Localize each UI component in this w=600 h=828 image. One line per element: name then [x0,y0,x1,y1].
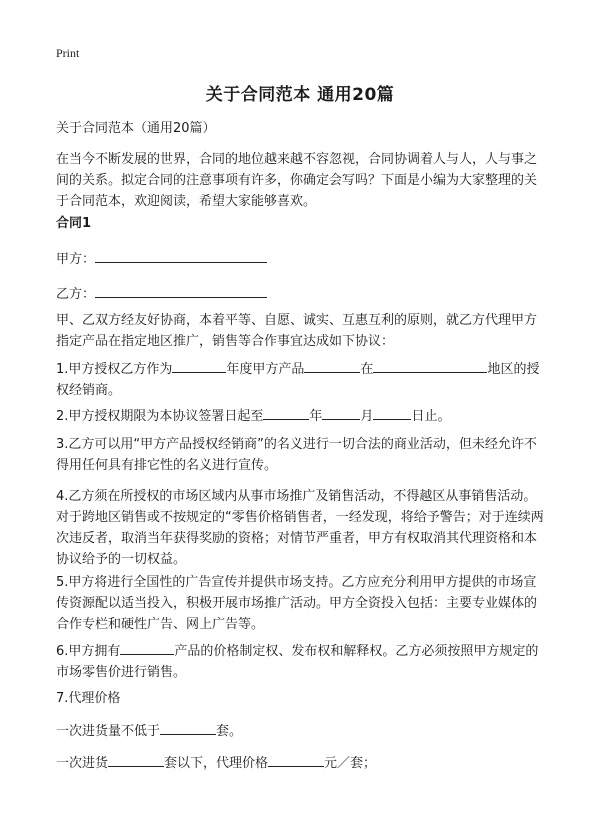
clause-7-line-1-text-a: 一次进货量不低于 [56,724,161,739]
clause-7-line-2 [56,752,548,774]
clause-2-text-c: 月 [360,409,374,424]
clause-6-text-b: 产品的价格制定权、发布权和解释权。乙方必须按照甲方规定的市场零售价进行销售。 [56,644,539,680]
clause-4: 4.乙方须在所授权的市场区域内从事市场推广及销售活动，不得越区从事销售活动。对于跨地区销售或不按规定的“零售价格销售者，一经发现，将给予警告；对于连续两次违反者，取消当年获得奖励的资格；对情节严重者，甲方有权取消其代理资格和本协议给予的一切权益。 [56,489,544,567]
intro-paragraph: 在当今不断发展的世界，合同的地位越来越不容忽视，合同协调着人与人，人与事之间的关系。拟定合同的注意事项有许多，你确定会写吗？下面是小编为大家整理的关于合同范本，欢迎阅读，希望大家能够喜欢。 [56,152,538,209]
clause-7-quantity-blank [160,720,216,735]
clause-1 [56,358,548,401]
document-title: 关于合同范本 通用20篇 [205,85,395,105]
clause-2-text-b: 年 [309,409,323,424]
clause-2 [56,405,548,427]
clause-1-text-d: 地区的授权经销商。 [56,362,540,398]
clause-2-year-blank [263,405,309,420]
clause-2-month-blank [322,405,360,420]
document-subtitle: 关于合同范本（通用20篇） [56,121,216,136]
clause-1-product-blank [304,358,360,373]
party-b-label: 乙方： [56,287,96,302]
clause-6-text-a: 6.甲方拥有 [56,644,121,659]
clause-7-line-1-text-b: 套。 [216,724,243,739]
party-b-line [56,283,548,305]
party-a-blank [95,248,267,263]
clause-7-price-blank [268,752,324,767]
clause-7-sets-blank [108,752,164,767]
clause-7-line-2-text-b: 套以下，代理价格 [164,756,269,771]
clause-3: 3.乙方可以用“甲方产品授权经销商”的名义进行一切合法的商业活动，但未经允许不得用任何具有排它性的名义进行宣传。 [56,437,537,473]
clause-1-year-blank [172,358,226,373]
clause-6 [56,640,548,683]
clause-7-line-1 [56,720,548,742]
clause-2-text-a: 2.甲方授权期限为本协议签署日起至 [56,409,264,424]
contract-heading: 合同1 [56,216,92,231]
print-link[interactable]: Print [56,46,80,60]
party-b-blank [95,283,267,298]
clause-5: 5.甲方将进行全国性的广告宣传并提供市场支持。乙方应充分利用甲方提供的市场宣传资源配以适当投入，积极开展市场推广活动。甲方全资投入包括：主要专业媒体的合作专栏和硬性广告、网上广告等。 [56,575,538,632]
clause-6-product-blank [120,640,174,655]
clause-1-text-a: 1.甲方授权乙方作为 [56,362,173,377]
party-a-label: 甲方： [56,252,96,267]
clause-7-line-2-text-a: 一次进货 [56,756,109,771]
clause-7-line-2-text-c: 元／套； [324,756,377,771]
clause-7-heading: 7.代理价格 [56,691,121,706]
clause-1-text-b: 年度甲方产品 [226,362,305,377]
preamble-paragraph: 甲、乙双方经友好协商，本着平等、自愿、诚实、互惠互利的原则，就乙方代理甲方指定产品在指定地区推广，销售等合作事宜达成如下协议： [56,313,538,349]
clause-1-region-blank [373,358,487,373]
party-a-line [56,248,548,270]
clause-2-text-d: 日止。 [411,409,451,424]
clause-1-text-c: 在 [360,362,374,377]
clause-2-day-blank [373,405,411,420]
